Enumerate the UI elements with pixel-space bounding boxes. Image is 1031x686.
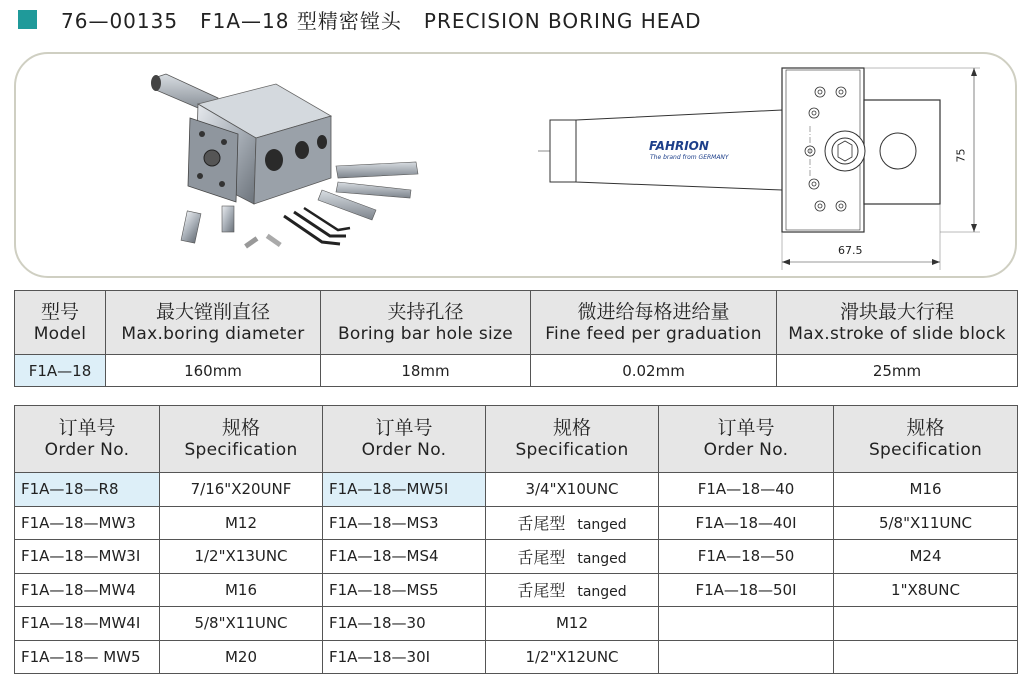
order-spec: 5/8"X11UNC xyxy=(160,607,323,641)
order-spec: M24 xyxy=(834,540,1018,574)
order-code: F1A—18—R8 xyxy=(15,473,160,507)
spec-data-row xyxy=(15,355,1018,387)
order-spec: 1/2"X13UNC xyxy=(160,540,323,574)
order-spec: M16 xyxy=(160,573,323,607)
spec-model-value: F1A—18 xyxy=(15,355,106,387)
order-table xyxy=(14,405,1018,674)
order-spec: M12 xyxy=(486,607,659,641)
spec-header-hole-size: 夹持孔径 Boring bar hole size xyxy=(321,291,531,355)
order-header-order-no-2: 订单号 Order No. xyxy=(323,406,486,473)
order-code: F1A—18—40I xyxy=(659,506,834,540)
order-spec: 1"X8UNC xyxy=(834,573,1018,607)
product-image-panel xyxy=(14,52,1017,278)
order-spec-tanged: 舌尾型 tanged xyxy=(486,506,659,540)
title-square-icon xyxy=(18,10,37,29)
order-header-row xyxy=(15,406,1018,473)
order-spec xyxy=(834,640,1018,674)
table-row xyxy=(15,473,1018,507)
table-row xyxy=(15,573,1018,607)
table-row xyxy=(15,640,1018,674)
spec-diameter-value: 160mm xyxy=(106,355,321,387)
table-row xyxy=(15,540,1018,574)
order-code: F1A—18—MS4 xyxy=(323,540,486,574)
order-spec: M20 xyxy=(160,640,323,674)
brand-tagline: The brand from GERMANY xyxy=(650,154,729,161)
order-spec: M16 xyxy=(834,473,1018,507)
order-code xyxy=(659,640,834,674)
spec-header-max-stroke: 滑块最大行程 Max.stroke of slide block xyxy=(777,291,1018,355)
order-spec: 1/2"X12UNC xyxy=(486,640,659,674)
order-spec-tanged: 舌尾型 tanged xyxy=(486,540,659,574)
dimension-height-label: 75 xyxy=(954,148,968,163)
spec-stroke-value: 25mm xyxy=(777,355,1018,387)
order-code: F1A—18— MW5 xyxy=(15,640,160,674)
order-code: F1A—18—50I xyxy=(659,573,834,607)
spec-header-row xyxy=(15,291,1018,355)
order-code: F1A—18—MW3 xyxy=(15,506,160,540)
product-photo xyxy=(126,56,456,278)
order-code: F1A—18—MW4I xyxy=(15,607,160,641)
order-spec-tanged: 舌尾型 tanged xyxy=(486,573,659,607)
brand-logo: FAHRION xyxy=(649,139,709,153)
spec-header-fine-feed: 微进给每格进给量 Fine feed per graduation xyxy=(531,291,777,355)
order-code xyxy=(659,607,834,641)
order-spec: 7/16"X20UNF xyxy=(160,473,323,507)
order-spec xyxy=(834,607,1018,641)
order-code: F1A—18—30I xyxy=(323,640,486,674)
order-header-spec-1: 规格 Specification xyxy=(160,406,323,473)
spec-header-max-boring-diameter: 最大镗削直径 Max.boring diameter xyxy=(106,291,321,355)
specification-table xyxy=(14,290,1018,387)
order-spec: M12 xyxy=(160,506,323,540)
order-code: F1A—18—MS5 xyxy=(323,573,486,607)
order-code: F1A—18—MS3 xyxy=(323,506,486,540)
order-code: F1A—18—40 xyxy=(659,473,834,507)
order-spec: 3/4"X10UNC xyxy=(486,473,659,507)
order-header-spec-2: 规格 Specification xyxy=(486,406,659,473)
order-code: F1A—18—30 xyxy=(323,607,486,641)
table-row xyxy=(15,607,1018,641)
dimension-width-label: 67.5 xyxy=(838,244,863,257)
title-bar xyxy=(18,6,702,32)
spec-hole-value: 18mm xyxy=(321,355,531,387)
order-header-order-no-3: 订单号 Order No. xyxy=(659,406,834,473)
technical-drawing xyxy=(536,56,996,278)
order-header-spec-3: 规格 Specification xyxy=(834,406,1018,473)
order-spec: 5/8"X11UNC xyxy=(834,506,1018,540)
order-header-order-no-1: 订单号 Order No. xyxy=(15,406,160,473)
order-code: F1A—18—MW4 xyxy=(15,573,160,607)
spec-feed-value: 0.02mm xyxy=(531,355,777,387)
order-code: F1A—18—MW3I xyxy=(15,540,160,574)
table-row xyxy=(15,506,1018,540)
page-title: 76—00135 F1A—18 型精密镗头 PRECISION BORING HEAD xyxy=(61,8,702,33)
spec-header-model: 型号 Model xyxy=(15,291,106,355)
order-code: F1A—18—MW5I xyxy=(323,473,486,507)
order-code: F1A—18—50 xyxy=(659,540,834,574)
